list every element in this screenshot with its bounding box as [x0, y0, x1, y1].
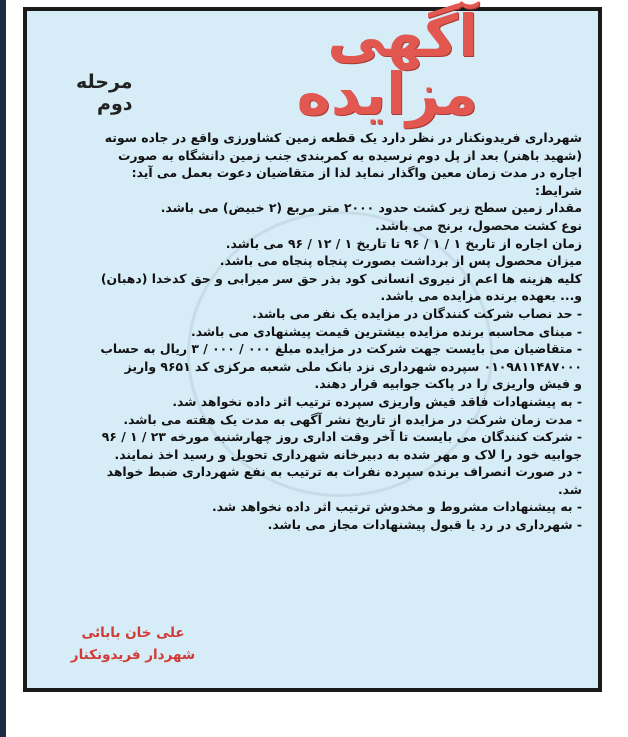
signatory-name: علی خان بابائی [81, 625, 185, 641]
body-line: میزان محصول پس از برداشت بصورت پنجاه پنجاه می باشد. [219, 253, 582, 269]
body-line: اجاره در مدت زمان معین واگذار نماید لذا از متقاضیان دعوت بعمل می آید: [131, 165, 582, 181]
body-line: زمان اجاره از تاریخ ۱ / ۱ / ۹۶ تا تاریخ ۱ / ۱۲ / ۹۶ می باشد. [225, 235, 582, 251]
body-line: نوع کشت محصول، برنج می باشد. [375, 217, 582, 233]
notice-subtitle: مرحله دوم [75, 71, 133, 115]
signatory-role: شهردار فریدونکنار [70, 647, 196, 663]
body-line: - به پیشنهادات فاقد فیش واریزی سپرده ترتیب اثر داده نخواهد شد. [172, 393, 582, 409]
body-line: - به پیشنهادات مشروط و مخدوش ترتیب اثر داده نخواهد شد. [211, 499, 582, 515]
body-line: شهرداری فریدونکنار در نظر دارد یک قطعه زمین کشاورزی واقع در جاده سوته [104, 130, 582, 145]
body-line: کلیه هزینه ها اعم از نیروی انسانی کود بذر حق سر میرابی و حق کدخدا (دهبان) [100, 270, 582, 286]
body-line: و فیش واریزی را در پاکت جوابیه قرار دهند. [314, 376, 582, 392]
body-line: - مبنای محاسبه برنده مزایده بیشترین قیمت پیشنهادی می باشد. [191, 323, 582, 339]
body-line: شد. [557, 481, 582, 497]
body-line: مقدار زمین سطح زیر کشت حدود ۲۰۰۰ متر مربع (۲ خبیض) می باشد. [160, 200, 582, 216]
body-line: جوابیه خود را لاک و مهر شده به دبیرخانه شهرداری تحویل و رسید اخذ نمایند. [114, 446, 582, 462]
body-line: - مدت زمان شرکت در مزایده از تاریخ نشر آگهی به مدت یک هفته می باشد. [123, 411, 582, 427]
notice-title: آگهی مزایده [296, 2, 478, 128]
body-line: و... بعهده برنده مزایده می باشد. [380, 288, 582, 304]
body-line: شرایط: [534, 182, 582, 198]
body-line: - شرکت کنندگان می بایست تا آخر وقت اداری روز چهارشنبه مورخه ۲۳ / ۱ / ۹۶ [101, 429, 582, 445]
body-line: - شهرداری در رد یا قبول پیشنهادات مجاز می باشد. [267, 517, 582, 533]
auction-notice [23, 2, 602, 692]
left-edge-strip [0, 0, 6, 737]
body-line: (شهید باهنر) بعد از پل دوم نرسیده به کمربندی جنب زمین دانشگاه به صورت [117, 147, 582, 163]
body-line: - در صورت انصراف برنده سپرده نفرات به ترتیب به نفع شهرداری ضبط خواهد [106, 464, 582, 480]
body-line: ۰۱۰۹۸۱۱۴۸۷۰۰۰ سپرده شهرداری نزد بانک ملی شعبه مرکزی کد ۹۶۵۱ واریز [124, 358, 582, 374]
body-line: - متقاضیان می بایست جهت شرکت در مزایده مبلغ ۰۰۰ / ۰۰۰ / ۳ ریال به حساب [100, 341, 582, 357]
notice-body [36, 129, 582, 534]
signature-block [53, 622, 213, 666]
body-line: - حد نصاب شرکت کنندگان در مزایده یک نفر می باشد. [252, 305, 582, 321]
notice-header [38, 2, 478, 128]
